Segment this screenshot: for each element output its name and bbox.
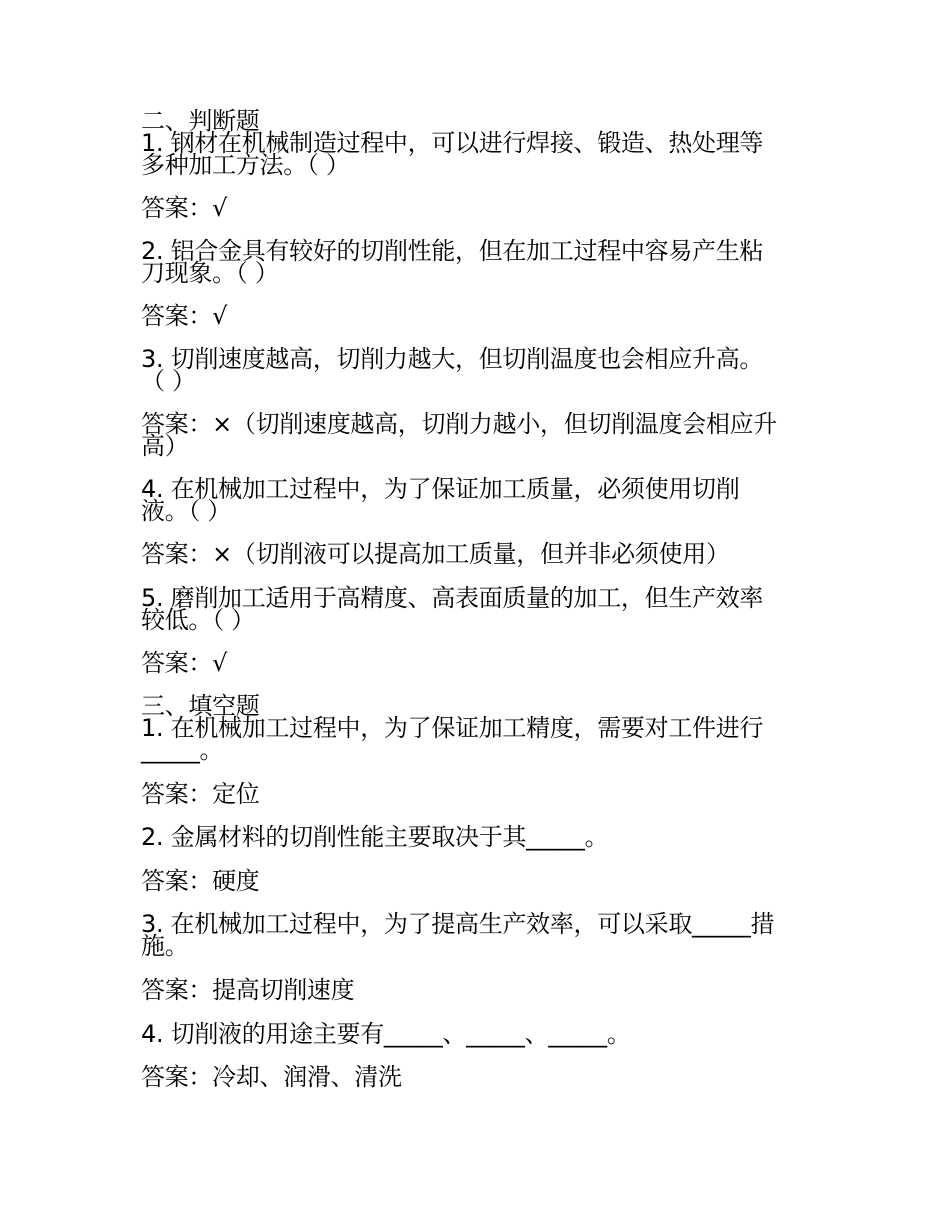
judgment-q5-line1: 5. 磨削加工适用于高精度、高表面质量的加工，但生产效率 (141, 584, 764, 612)
fill-q2-line1: 2. 金属材料的切削性能主要取决于其_____。 (141, 823, 609, 851)
fill-q3-answer: 答案：提高切削速度 (141, 976, 355, 1004)
judgment-q2-line1: 2. 铝合金具有较好的切削性能，但在加工过程中容易产生粘 (141, 237, 764, 265)
fill-q4-line1: 4. 切削液的用途主要有_____、_____、_____。 (141, 1020, 631, 1048)
judgment-q1-answer: 答案：√ (141, 194, 228, 222)
judgment-q4-line1: 4. 在机械加工过程中，为了保证加工质量，必须使用切削 (141, 475, 740, 503)
fill-q4-answer: 答案：冷却、润滑、清洗 (141, 1063, 402, 1091)
judgment-q4-answer: 答案：×（切削液可以提高加工质量，但并非必须使用） (141, 540, 730, 568)
judgment-q3-line2: （ ） (141, 367, 196, 395)
fill-q3-line2: 施。 (141, 932, 189, 960)
judgment-q1-line2: 多种加工方法。（ ） (141, 151, 350, 179)
judgment-q4-line2: 液。（ ） (141, 497, 232, 525)
judgment-q1-line1: 1. 钢材在机械制造过程中，可以进行焊接、锻造、热处理等 (141, 129, 764, 157)
judgment-q2-line2: 刀现象。（ ） (141, 259, 279, 287)
section-heading-fill-blank: 三、填空题 (141, 692, 260, 720)
fill-q1-line1: 1. 在机械加工过程中，为了保证加工精度，需要对工件进行 (141, 714, 764, 742)
judgment-q5-answer: 答案：√ (141, 649, 228, 677)
fill-q1-answer: 答案：定位 (141, 780, 260, 808)
judgment-q3-answer-line2: 高） (141, 432, 189, 460)
fill-q1-line2: _____。 (141, 736, 224, 764)
fill-q2-answer: 答案：硬度 (141, 867, 260, 895)
section-heading-judgment: 二、判断题 (141, 107, 260, 135)
judgment-q5-line2: 较低。（ ） (141, 606, 255, 634)
fill-q3-line1: 3. 在机械加工过程中，为了提高生产效率，可以采取_____措 (141, 910, 775, 938)
judgment-q3-line1: 3. 切削速度越高，切削力越大，但切削温度也会相应升高。 (141, 345, 764, 373)
judgment-q3-answer-line1: 答案：×（切削速度越高，切削力越小，但切削温度会相应升 (141, 410, 778, 438)
judgment-q2-answer: 答案：√ (141, 302, 228, 330)
